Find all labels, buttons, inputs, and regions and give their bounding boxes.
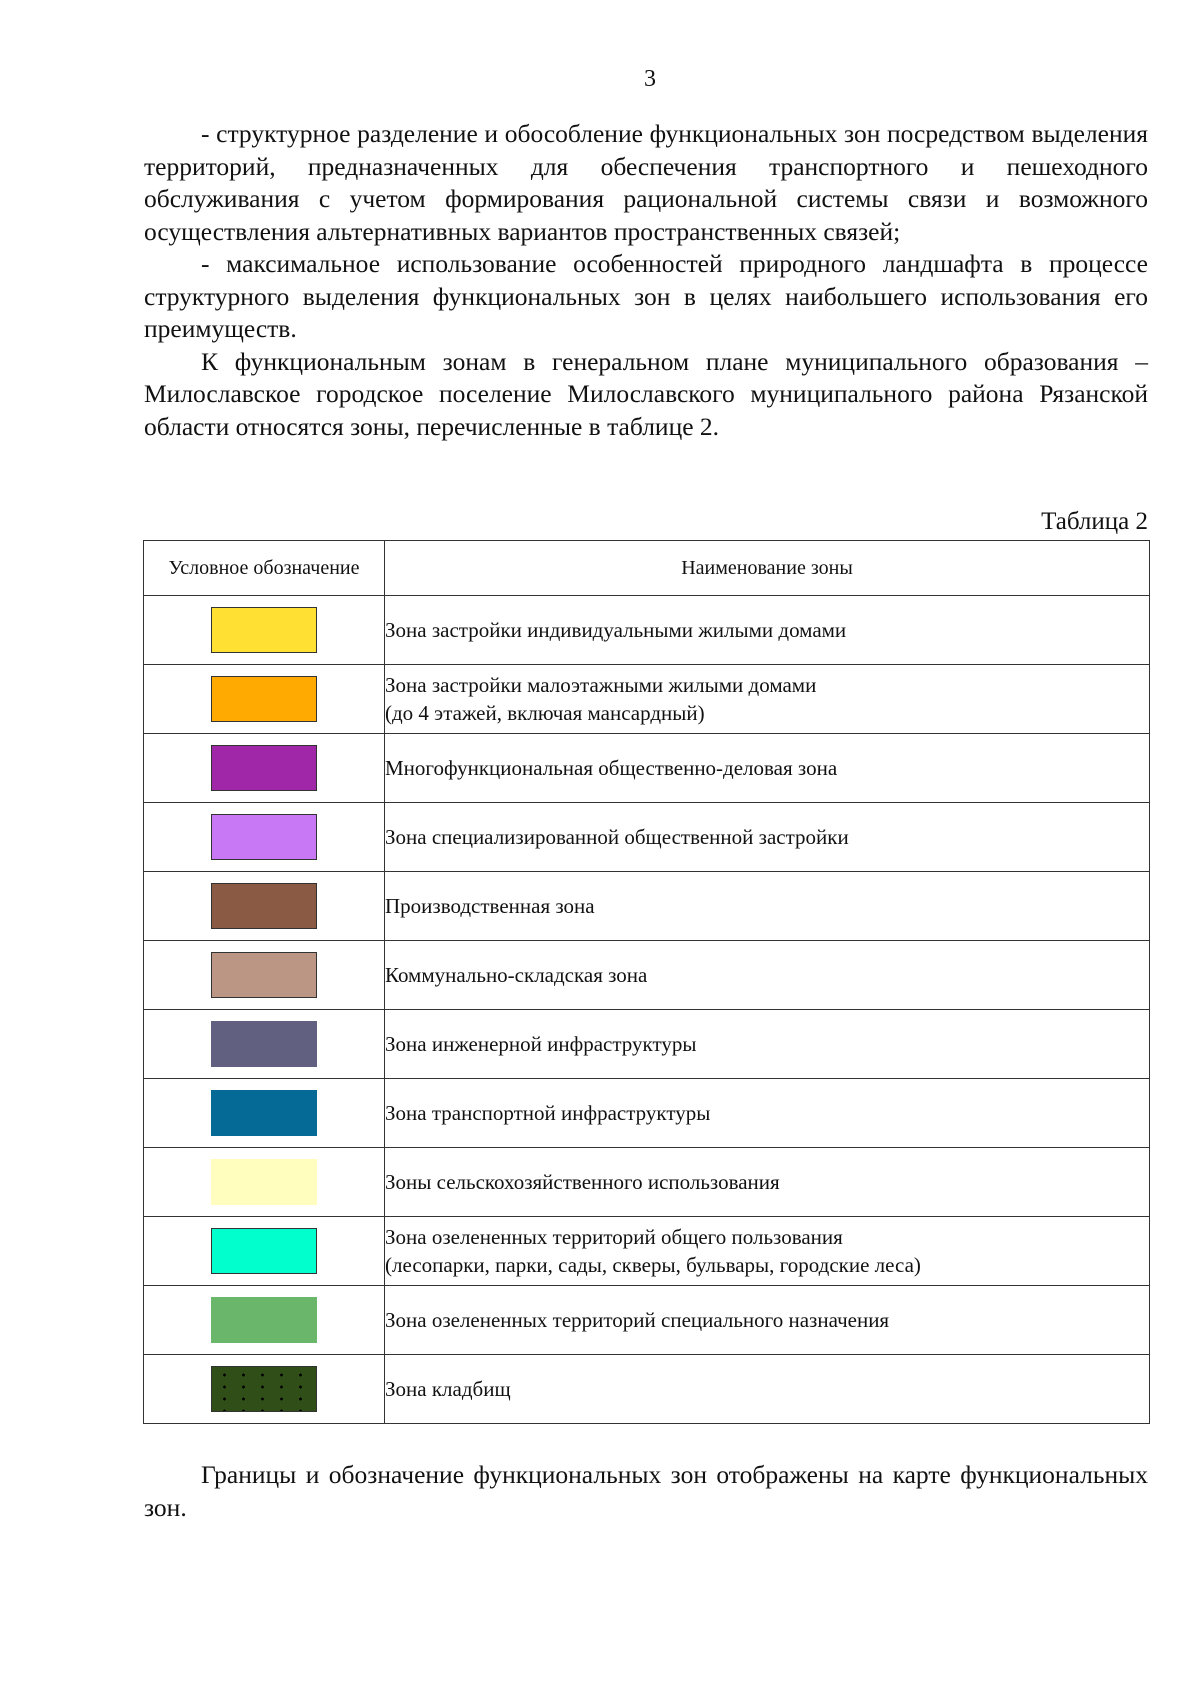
paragraph: - максимальное использование особенностей природного ландшафта в процессе структурного выделения функциональных зон в целях наибольшего использования его преимуществ.	[144, 249, 1148, 343]
symbol-cell	[144, 1148, 385, 1217]
symbol-cell	[144, 803, 385, 872]
zone-name: Зона специализированной общественной застройки	[385, 825, 849, 849]
zone-name-cell	[385, 1217, 1150, 1286]
table-caption: Таблица 2	[1041, 508, 1148, 535]
table-row	[144, 1010, 1150, 1079]
table-row	[144, 1286, 1150, 1355]
zone-color-swatch	[211, 1297, 317, 1343]
zone-name: Зона озелененных территорий специального назначения	[385, 1308, 890, 1332]
table-row	[144, 1148, 1150, 1217]
paragraph: - структурное разделение и обособление функциональных зон посредством выделения территорий, предназначенных для обеспечения транспортного и пешеходного обслуживания с учетом формирования рациональной системы связи и возможного осуществления альтернативных вариантов пространственных связей;	[144, 119, 1148, 246]
zone-name: Зона инженерной инфраструктуры	[385, 1032, 697, 1056]
table-row	[144, 596, 1150, 665]
zone-name-cell	[385, 665, 1150, 734]
zone-color-swatch	[211, 745, 317, 791]
table-header-row	[144, 541, 1150, 596]
table-row	[144, 941, 1150, 1010]
zone-color-swatch	[211, 1228, 317, 1274]
zone-color-swatch	[211, 676, 317, 722]
zone-name-cell	[385, 596, 1150, 665]
symbol-cell	[144, 872, 385, 941]
header-symbol: Условное обозначение	[144, 541, 385, 596]
zone-name: Зона озелененных территорий общего пользования	[385, 1225, 843, 1249]
zone-color-swatch	[211, 814, 317, 860]
zone-name-cell	[385, 941, 1150, 1010]
zone-name-cell	[385, 803, 1150, 872]
paragraph: К функциональным зонам в генеральном плане муниципального образования – Милославское городское поселение Милославского муниципального района Рязанской области относятся зоны, перечисленные в таблице 2.	[144, 346, 1148, 441]
zone-name: Зона кладбищ	[385, 1377, 511, 1401]
table-row	[144, 734, 1150, 803]
zone-name-cell	[385, 872, 1150, 941]
zone-name: Зона транспортной инфраструктуры	[385, 1101, 711, 1125]
zones-table-body	[144, 596, 1150, 1424]
zone-name-note: (лесопарки, парки, сады, скверы, бульвары, городские леса)	[385, 1253, 921, 1277]
zone-name-cell	[385, 734, 1150, 803]
intro-text	[144, 118, 1148, 443]
symbol-cell	[144, 596, 385, 665]
zone-color-swatch	[211, 1090, 317, 1136]
zone-color-swatch	[211, 952, 317, 998]
table-row	[144, 665, 1150, 734]
symbol-cell	[144, 1079, 385, 1148]
closing-text	[144, 1459, 1148, 1524]
symbol-cell	[144, 1286, 385, 1355]
zones-table	[143, 540, 1150, 1424]
table-row	[144, 1355, 1150, 1424]
zone-name-cell	[385, 1286, 1150, 1355]
zone-name-cell	[385, 1010, 1150, 1079]
table-row	[144, 872, 1150, 941]
zone-color-swatch	[211, 883, 317, 929]
symbol-cell	[144, 665, 385, 734]
zone-name: Зона застройки индивидуальными жилыми домами	[385, 618, 847, 642]
zone-color-swatch	[211, 607, 317, 653]
symbol-cell	[144, 1010, 385, 1079]
symbol-cell	[144, 1217, 385, 1286]
page-number: 3	[644, 66, 656, 92]
table-row	[144, 1217, 1150, 1286]
zone-name: Зона застройки малоэтажными жилыми домами	[385, 673, 817, 697]
zone-name-cell	[385, 1079, 1150, 1148]
zone-name-note: (до 4 этажей, включая мансардный)	[385, 701, 705, 725]
zone-color-swatch	[211, 1159, 317, 1205]
zone-name: Многофункциональная общественно-деловая зона	[385, 756, 838, 780]
zone-name-cell	[385, 1355, 1150, 1424]
zone-name: Коммунально-складская зона	[385, 963, 648, 987]
zone-color-swatch	[211, 1021, 317, 1067]
paragraph: Границы и обозначение функциональных зон отображены на карте функциональных зон.	[144, 1460, 1148, 1522]
zone-name-cell	[385, 1148, 1150, 1217]
header-zone-name: Наименование зоны	[385, 541, 1150, 596]
zone-name: Зоны сельскохозяйственного использования	[385, 1170, 780, 1194]
zone-name: Производственная зона	[385, 894, 595, 918]
symbol-cell	[144, 941, 385, 1010]
symbol-cell	[144, 1355, 385, 1424]
table-row	[144, 803, 1150, 872]
zone-color-swatch	[211, 1366, 317, 1412]
symbol-cell	[144, 734, 385, 803]
table-row	[144, 1079, 1150, 1148]
